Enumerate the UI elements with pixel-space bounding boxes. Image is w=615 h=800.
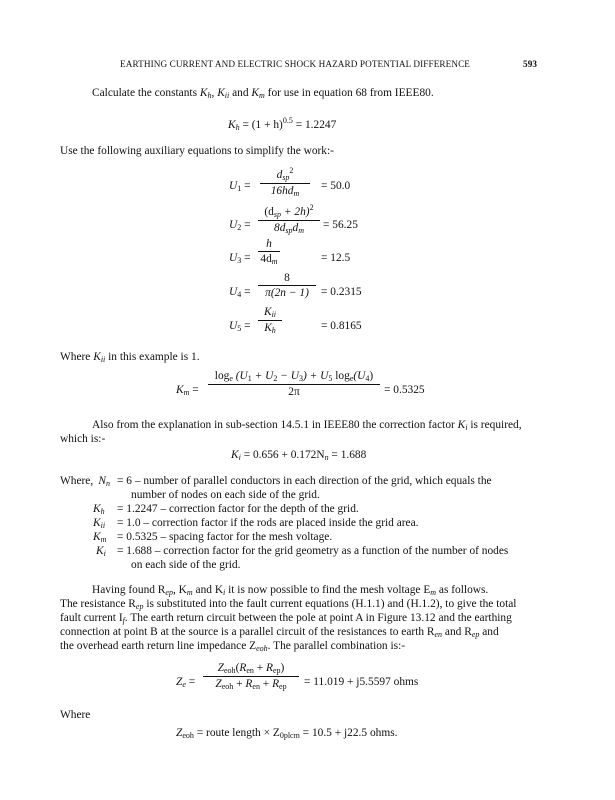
def-kii-value: = 1.0 – correction factor if the rods are placed inside the grid area. xyxy=(117,517,419,529)
para-l1b-sub: m xyxy=(186,588,193,597)
km-s3: 3 xyxy=(299,374,303,383)
u3-result: = 12.5 xyxy=(321,252,351,264)
u1-label-text: U xyxy=(229,180,238,192)
eq-ki-lhs: K xyxy=(231,449,239,461)
def-kh-sub: h xyxy=(100,507,105,516)
u1-num-sub: sp xyxy=(282,173,290,182)
page-number: 593 xyxy=(523,59,538,69)
km-log1: log xyxy=(214,370,230,382)
para-l3: fault current I xyxy=(60,612,123,624)
u3-num: h xyxy=(266,238,272,250)
para-l1d: it is now possible to find the mesh voltage E xyxy=(225,584,431,596)
calc-and1: , xyxy=(211,87,218,99)
para-l1-sub: ep xyxy=(165,588,173,597)
correction-text1b: is required, xyxy=(467,419,522,431)
correction-ki-sub: i xyxy=(465,423,468,432)
u5-label-text: U xyxy=(229,320,238,332)
aux-intro: Use the following auxiliary equations to simplify the work:- xyxy=(60,145,334,157)
km-ng: ) xyxy=(369,370,374,382)
def-ki-sub: i xyxy=(103,549,106,558)
para-l1c: and K xyxy=(192,584,224,596)
def-nn-sym-text: N xyxy=(98,475,106,487)
km-s1: 1 xyxy=(247,374,252,383)
ze-den-rep-sub: ep xyxy=(279,682,287,691)
para-l4b-sub: ep xyxy=(471,630,480,639)
eq-ki-result: = 1.688 xyxy=(328,449,367,461)
para-l5-sub: eoh xyxy=(256,644,268,653)
u2-den: 8d xyxy=(274,222,286,234)
correction-line2: which is:- xyxy=(60,433,106,445)
km-nb: + U xyxy=(251,370,274,382)
where-kii-sym: K xyxy=(93,351,101,363)
ze-den-ren-sub: en xyxy=(252,682,260,691)
def-km-sub: m xyxy=(100,535,107,544)
eq-kh-lhs-sub: h xyxy=(235,123,240,132)
km-sub: m xyxy=(259,91,265,100)
km-s2: 2 xyxy=(273,374,278,383)
eq-ki-sub-n: n xyxy=(324,453,329,462)
def-kh-value: = 1.2247 – correction factor for the depth of the grid. xyxy=(117,503,359,515)
u2-label-text: U xyxy=(229,219,238,231)
eq-kh-rhs: = (1 + h) xyxy=(242,119,283,131)
u1-num-sup: 2 xyxy=(289,166,294,175)
para-l1d-sub: m xyxy=(430,588,437,597)
para-line5 xyxy=(60,639,405,656)
ze-numerator: $Z_{eoh}(R_{en} + R_{ep})$ xyxy=(217,662,285,675)
para-l5: the overhead earth return line impedance Z xyxy=(60,640,257,652)
def-ki-sym xyxy=(96,544,106,561)
u1-den: 16hd xyxy=(270,185,294,197)
para-l2b: is substituted into the fault current equations (H.1.1) and (H.1.2), to give the total xyxy=(143,598,517,610)
eq-kh-exp: 0.5 xyxy=(282,116,293,125)
where-kii-post: in this example is 1. xyxy=(105,351,200,363)
u2-num: (d xyxy=(264,206,274,218)
para-l1: Having found R xyxy=(92,584,166,596)
ze-den-z: Z xyxy=(215,678,222,690)
def-km-sym-text: K xyxy=(93,531,101,543)
km-nf: (U xyxy=(353,370,366,382)
kii-sub: ii xyxy=(224,91,230,100)
para-l3b: . The earth return circuit between the pole at point A in Figure 13.12 and the earthing xyxy=(124,612,512,624)
u4-result: = 0.2315 xyxy=(321,286,362,298)
ze-lhs-sym: Z xyxy=(176,676,183,688)
km-lhs-sym: K xyxy=(176,384,184,396)
calc-post: for use in equation 68 from IEEE80. xyxy=(264,87,434,99)
ze-num-z: Z xyxy=(217,662,224,674)
ze-num-z-sub: eoh xyxy=(224,666,236,675)
equation-zeoh xyxy=(176,727,397,740)
para-l4b: and R xyxy=(442,626,472,638)
u1-label: $U_1$ = xyxy=(229,180,251,193)
zeoh-lhs-sub: eoh xyxy=(182,731,194,740)
km-result: = 0.5325 xyxy=(384,384,425,396)
ze-lhs-sub: e xyxy=(182,680,186,689)
def-ki-cont: on each side of the grid. xyxy=(131,559,241,571)
km-log1-sub: e xyxy=(229,374,233,383)
ze-num-ren-sub: en xyxy=(246,666,254,675)
eq-ki-text: = 0.656 + 0.172N xyxy=(243,449,325,461)
running-title: EARTHING CURRENT AND ELECTRIC SHOCK HAZARD POTENTIAL DIFFERENCE xyxy=(120,59,471,69)
ze-fraction xyxy=(203,662,299,691)
calc-and2: and xyxy=(229,87,252,99)
km-symbol: K xyxy=(251,87,260,99)
u1-num: d xyxy=(276,169,283,181)
kh-sub: h xyxy=(207,91,212,100)
para-l2-sub: ep xyxy=(135,602,144,611)
u1-label-sub: 1 xyxy=(237,184,242,193)
u5-num: K xyxy=(263,306,272,318)
u3-label: $U_3$ = xyxy=(229,252,251,265)
u5-label: $U_5$ = xyxy=(229,320,251,333)
para-l3-sub: f xyxy=(122,616,125,625)
u2-den-sub1: sp xyxy=(285,226,293,235)
calc-pre: Calculate the constants xyxy=(92,87,200,99)
def-kii-sub: ii xyxy=(100,521,106,530)
u5-num-sub: ii xyxy=(271,310,277,319)
kh-symbol: K xyxy=(199,87,208,99)
u2-num-tail: + 2h) xyxy=(281,206,310,218)
u5-result: = 0.8165 xyxy=(321,320,362,332)
u2-den-mid: d xyxy=(292,222,299,234)
eq-kh-lhs: K xyxy=(228,119,236,131)
u5-label-sub: 5 xyxy=(237,324,242,333)
u4-label-text: U xyxy=(229,286,238,298)
def-ki-value: = 1.688 – correction factor for the grid geometry as a function of the number of nodes xyxy=(117,545,509,557)
ze-den-z-sub: eoh xyxy=(221,682,234,691)
u3-den: 4d xyxy=(260,253,272,265)
ze-result: = 11.019 + j5.5597 ohms xyxy=(304,676,419,688)
para-l2: The resistance R xyxy=(60,598,136,610)
km-nd: ) + U xyxy=(303,370,329,382)
u5-fraction xyxy=(258,306,282,335)
zeoh-mid-sub: 0plcm xyxy=(279,731,300,740)
u4-num: 8 xyxy=(284,272,290,284)
def-nn-value: = 6 – number of parallel conductors in each direction of the grid, which equals the xyxy=(117,475,492,487)
zeoh-mid: = route length × Z xyxy=(193,727,280,739)
correction-ki: K xyxy=(457,419,466,431)
para-l5b: . The parallel combination is:- xyxy=(267,640,406,652)
eq-kh-result: = 1.2247 xyxy=(295,119,337,131)
km-fraction xyxy=(208,370,380,398)
para-l4: connection at point B at the source is a parallel circuit of the resistances to earth R xyxy=(60,626,435,638)
km-numerator xyxy=(215,370,373,383)
def-kh-sym-text: K xyxy=(93,503,101,515)
def-nn-cont: number of nodes on each side of the grid. xyxy=(131,489,320,501)
def-km-value: = 0.5325 – spacing factor for the mesh voltage. xyxy=(117,531,333,543)
correction-text1: Also from the explanation in sub-section 14.5.1 in IEEE80 the correction factor xyxy=(92,419,458,431)
def-nn-sym xyxy=(96,474,110,491)
u3-label-text: U xyxy=(229,252,238,264)
u4-fraction xyxy=(258,272,316,299)
u1-den-sub: m xyxy=(293,189,300,198)
ze-lhs: $Z_e$ = xyxy=(176,676,196,689)
km-na: (U xyxy=(232,370,248,382)
km-lhs: $K_m$ = xyxy=(176,384,199,397)
para-l4-sub: en xyxy=(434,630,443,639)
u2-den-sub2: m xyxy=(298,226,304,235)
km-log2-sub: e xyxy=(349,374,354,383)
def-prefix: Where, xyxy=(60,475,94,487)
eq-ki-lhs-sub: i xyxy=(238,453,241,462)
def-kii-sym-text: K xyxy=(93,517,101,529)
para-l4c: and xyxy=(479,626,499,638)
zeoh-result: = 10.5 + j22.5 ohms. xyxy=(299,727,398,739)
u2-result: = 56.25 xyxy=(323,219,358,231)
km-lhs-sub: m xyxy=(183,388,190,397)
u3-den-sub: m xyxy=(271,257,278,266)
correction-line1 xyxy=(92,418,522,435)
u2-label-sub: 2 xyxy=(237,223,242,232)
u1-result: = 50.0 xyxy=(321,180,351,192)
u5-den-sub: h xyxy=(271,326,276,335)
zeoh-lhs: Z xyxy=(176,727,183,739)
para-l1e: as follows. xyxy=(436,584,489,596)
km-log2: log xyxy=(332,370,350,382)
km-den: 2π xyxy=(288,386,300,398)
equation-ki xyxy=(231,449,366,462)
para-l1b: , K xyxy=(172,584,187,596)
u4-den: π(2n − 1) xyxy=(265,287,309,299)
u3-label-sub: 3 xyxy=(237,256,242,265)
where-kii xyxy=(60,350,200,367)
u3-fraction xyxy=(258,238,280,266)
ze-num-rep-sub: ep xyxy=(272,666,281,675)
para-l1c-sub: i xyxy=(223,588,226,597)
where-kii-pre: Where xyxy=(60,351,94,363)
u1-fraction xyxy=(260,166,310,198)
u2-label: $U_2$ = xyxy=(229,219,251,232)
u2-fraction xyxy=(258,203,320,235)
where-label: Where xyxy=(60,709,91,721)
u5-den: K xyxy=(264,322,272,334)
calc-sentence xyxy=(92,86,434,103)
where-kii-sym-sub: ii xyxy=(100,355,106,364)
def-nn-sub: n xyxy=(106,479,110,488)
def-ki-sym-text: K xyxy=(96,545,104,557)
u2-num-sup: 2 xyxy=(309,203,314,212)
kii-symbol: K xyxy=(217,87,225,99)
km-s5: 5 xyxy=(328,374,333,383)
ze-denominator: $Z_{eoh} + R_{en} + R_{ep}$ xyxy=(215,678,287,691)
u4-label-sub: 4 xyxy=(237,290,242,299)
equation-kh xyxy=(228,116,336,132)
u2-num-sub: sp xyxy=(273,210,282,219)
u4-label: $U_4$ = xyxy=(229,286,251,299)
km-nc: − U xyxy=(277,370,299,382)
km-s4: 4 xyxy=(365,374,370,383)
